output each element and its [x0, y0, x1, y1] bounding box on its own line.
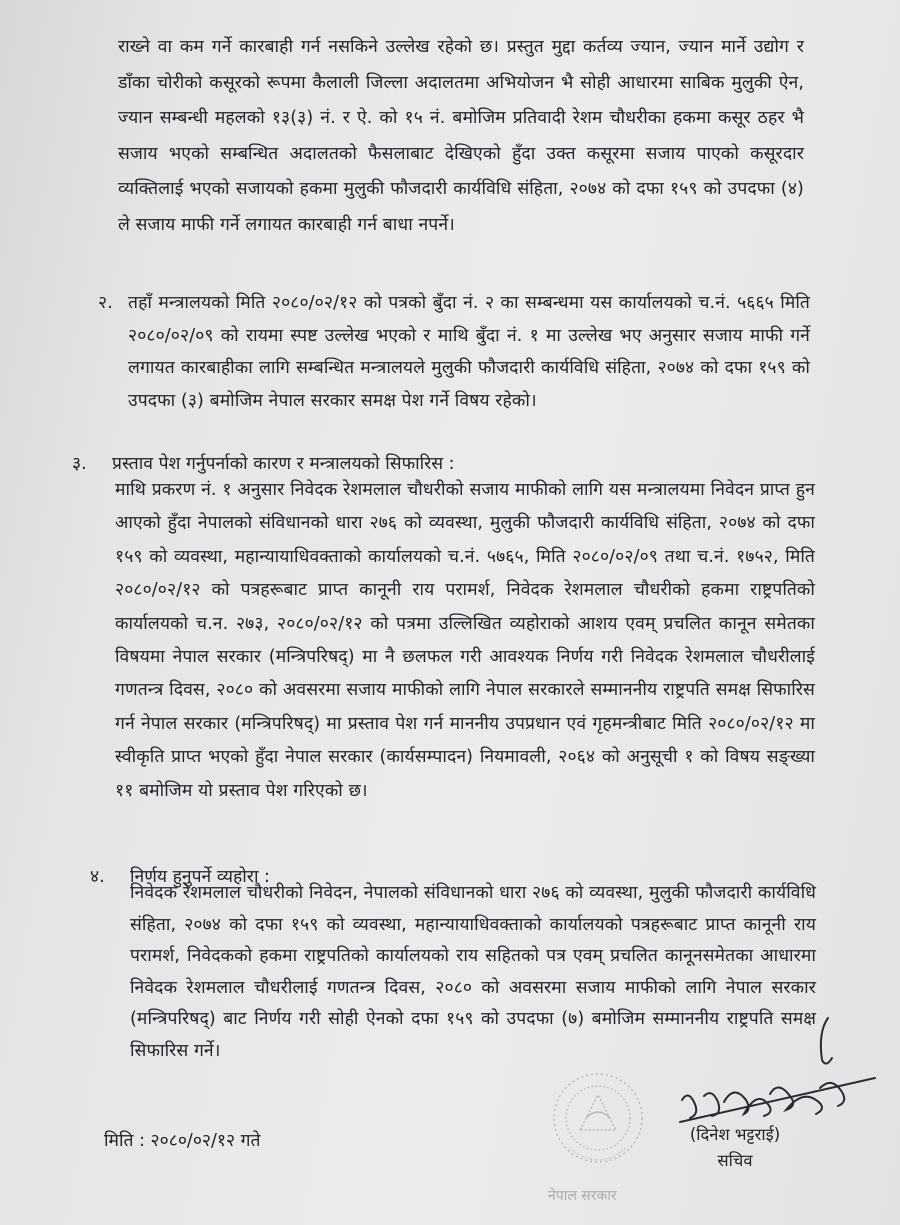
section-3-title: प्रस्ताव पेश गर्नुपर्नाको कारण र मन्त्रालयको सिफारिस :: [112, 454, 455, 474]
signer-name: (दिनेश भट्टराई): [689, 1125, 781, 1144]
section-3-text: माथि प्रकरण नं. १ अनुसार निवेदक रेशमलाल चौधरीको सजाय माफीको लागि यस मन्त्रालयमा निवेदन प्राप्त हुन आएको हुँदा नेपालको संविधानको धारा २७६ को व्यवस्था, मुलुकी फौजदारी कार्यविधि संहिता, २०७४ को दफा १५९ को व्यवस्था, महान्यायाधिवक्ताको कार्यालयको च.नं. ५७६५, मिति २०८०/०२/०९ तथा च.नं. १७५२, मिति २०८०/०२/१२ को पत्रहरूबाट प्राप्त कानूनी राय परामर्श, निवेदक रेशमलाल चौधरीको हकमा राष्ट्रपतिको कार्यालयको च.न. २७३, २०८०/०२/१२ को पत्रमा उल्लिखित व्यहोराको आशय एवम् प्रचलित कानून समेतका विषयमा नेपाल सरकार (मन्त्रिपरिषद्) मा नै छलफल गरी आवश्यक निर्णय गरी निवेदक रेशमलाल चौधरीलाई गणतन्त्र दिवस, २०८० को अवसरमा सजाय माफीको लागि नेपाल सरकारले सम्माननीय राष्ट्रपति समक्ष सिफारिस गर्न नेपाल सरकार (मन्त्रिपरिषद्) मा प्रस्ताव पेश गर्न माननीय उपप्रधान एवं गृहमन्त्रीबाट मिति २०८०/०२/१२ मा स्वीकृति प्राप्त भएको हुँदा नेपाल सरकार (कार्यसम्पादन) नियमावली, २०६४ को अनुसूची १ को विषय सङ्ख्या ११ बमोजिम यो प्रस्ताव पेश गरिएको छ।: [115, 480, 815, 801]
item-2: [98, 287, 810, 417]
signatory-block: [660, 1122, 810, 1174]
signer-title: सचिव: [717, 1151, 753, 1170]
section-4-text: निवेदक रेशमलाल चौधरीको निवेदन, नेपालको संविधानको धारा २७६ को व्यवस्था, मुलुकी फौजदारी कार्यविधि संहिता, २०७४ को दफा १५९ को व्यवस्था, महान्यायाधिवक्ताको कार्यालयको पत्रहरूबाट प्राप्त कानूनी राय परामर्श, निवेदकको हकमा राष्ट्रपतिको कार्यालयको राय सहितको पत्र एवम् प्रचलित कानूनसमेतका आधारमा निवेदक रेशमलाल चौधरीलाई गणतन्त्र दिवस, २०८० को अवसरमा सजाय माफीको लागि नेपाल सरकार (मन्त्रिपरिषद्) बाट निर्णय गरी सोही ऐनको दफा १५९ को उपदफा (७) बमोजिम सम्माननीय राष्ट्रपति समक्ष सिफारिस गर्ने।: [130, 883, 816, 1061]
date-line: मिति : २०८०/०२/१२ गते: [104, 1131, 261, 1151]
handwritten-signature: [660, 1010, 890, 1140]
official-seal-stamp: [540, 1060, 660, 1225]
item-2-text: तहाँ मन्त्रालयको मिति २०८०/०२/१२ को पत्रको बुँदा नं. २ का सम्बन्धमा यस कार्यालयको च.नं. ५६६५ मिति २०८०/०२/०९ को रायमा स्पष्ट उल्लेख भएको र माथि बुँदा नं. १ मा उल्लेख भए अनुसार सजाय माफी गर्ने लगायत कारबाहीका लागि सम्बन्धित मन्त्रालयले मुलुकी फौजदारी कार्यविधि संहिता, २०७४ को दफा १५९ को उपदफा (३) बमोजिम नेपाल सरकार समक्ष पेश गर्ने विषय रहेको।: [128, 293, 810, 411]
seal-text: नेपाल सरकार: [548, 1188, 617, 1204]
section-4-number: ४.: [90, 867, 105, 887]
section-3-number: ३.: [72, 454, 87, 474]
paragraph-continuation: राख्ने वा कम गर्ने कारबाही गर्न नसकिने उल्लेख रहेको छ। प्रस्तुत मुद्दा कर्तव्य ज्यान, ज्यान मार्ने उद्योग र डाँका चोरीको कसूरको रूपमा कैलाली जिल्ला अदालतमा अभियोजन भै सोही आधारमा साबिक मुलुकी ऐन, ज्यान सम्बन्धी महलको १३(३) नं. र ऐ. को १५ नं. बमोजिम प्रतिवादी रेशम चौधरीका हकमा कसूर ठहर भै सजाय भएको सम्बन्धित अदालतको फैसलाबाट देखिएको हुँदा उक्त कसूरमा सजाय पाएको कसूरदार व्यक्तिलाई भएको सजायको हकमा मुलुकी फौजदारी कार्यविधि संहिता, २०७४ को दफा १५९ को उपदफा (४) ले सजाय माफी गर्ने लगायत कारबाही गर्न बाधा नपर्ने।: [118, 37, 804, 235]
section-3-heading: [72, 452, 455, 476]
item-2-number: २.: [98, 293, 113, 313]
section-4-title: निर्णय हुनुपर्ने व्यहोरा :: [130, 867, 270, 887]
